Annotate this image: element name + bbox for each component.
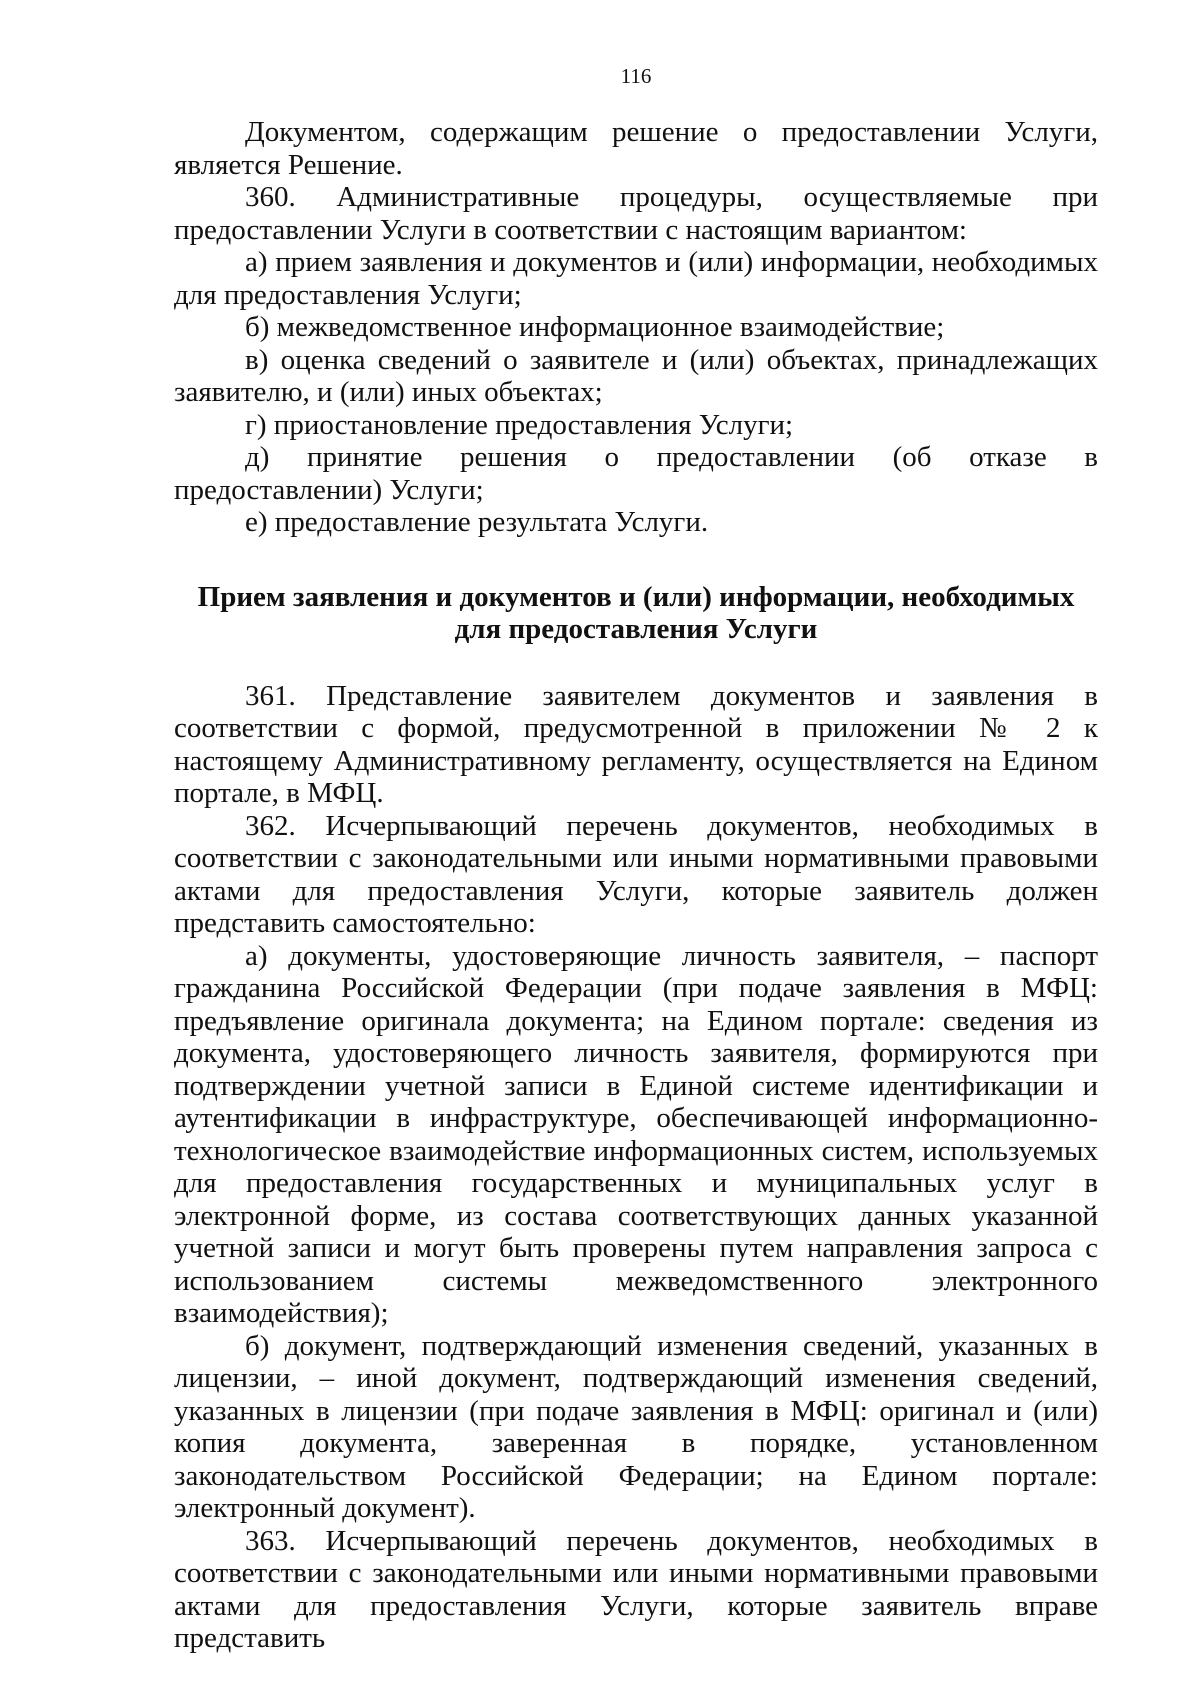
paragraph-result-document: Документом, содержащим решение о предоставлении Услуги, является Решение. <box>174 116 1098 181</box>
list-item-a: а) прием заявления и документов и (или) информации, необходимых для предоставления Услуги; <box>174 246 1098 311</box>
list-item-d: д) принятие решения о предоставлении (об отказе в предоставлении) Услуги; <box>174 441 1098 506</box>
paragraph-362: 362. Исчерпывающий перечень документов, необходимых в соответствии с законодательными или иными нормативными правовыми актами для предоставления Услуги, которые заявитель должен представить самостоятельно: <box>174 809 1098 939</box>
page-number: 116 <box>620 64 652 88</box>
paragraph-362-item-a: а) документы, удостоверяющие личность заявителя, – паспорт гражданина Российской Федерации (при подаче заявления в МФЦ: предъявление оригинала документа; на Едином портале: сведения из документа, удостоверяющего личность заявителя, формируются при подтверждении учетной записи в Единой системе идентификации и аутентификации в инфраструктуре, обеспечивающей информационно-технологическое взаимодействие информационных систем, используемых для предоставления государственных и муниципальных услуг в электронной форме, из состава соответствующих данных указанной учетной записи и могут быть проверены путем направления запроса с использованием системы межведомственного электронного взаимодействия); <box>174 939 1098 1329</box>
list-item-b: б) межведомственное информационное взаимодействие; <box>245 311 945 343</box>
paragraph-362-item-b: б) документ, подтверждающий изменения сведений, указанных в лицензии, – иной документ, подтверждающий изменения сведений, указанных в лицензии (при подаче заявления в МФЦ: оригинал и (или) копия документа, заверенная в порядке, установленном законодательством Российской Федерации; на Едином портале: электронный документ). <box>174 1329 1098 1524</box>
paragraph-360: 360. Административные процедуры, осуществляемые при предоставлении Услуги в соответствии с настоящим вариантом: <box>174 181 1098 246</box>
paragraph-361: 361. Представление заявителем документов и заявления в соответствии с формой, предусмотренной в приложении № 2 к настоящему Административному регламенту, осуществляется на Едином портале, в МФЦ. <box>174 679 1098 809</box>
paragraph-363: 363. Исчерпывающий перечень документов, необходимых в соответствии с законодательными или иными нормативными правовыми актами для предоставления Услуги, которые заявитель вправе представить <box>174 1524 1098 1654</box>
list-item-e: е) предоставление результата Услуги. <box>245 506 709 538</box>
document-page <box>174 62 1098 1655</box>
list-item-v: в) оценка сведений о заявителе и (или) объектах, принадлежащих заявителю, и (или) иных объектах; <box>174 343 1098 408</box>
list-item-g: г) приостановление предоставления Услуги; <box>245 408 794 441</box>
section-heading: Прием заявления и документов и (или) информации, необходимых для предоставления Услуги <box>197 580 1075 645</box>
